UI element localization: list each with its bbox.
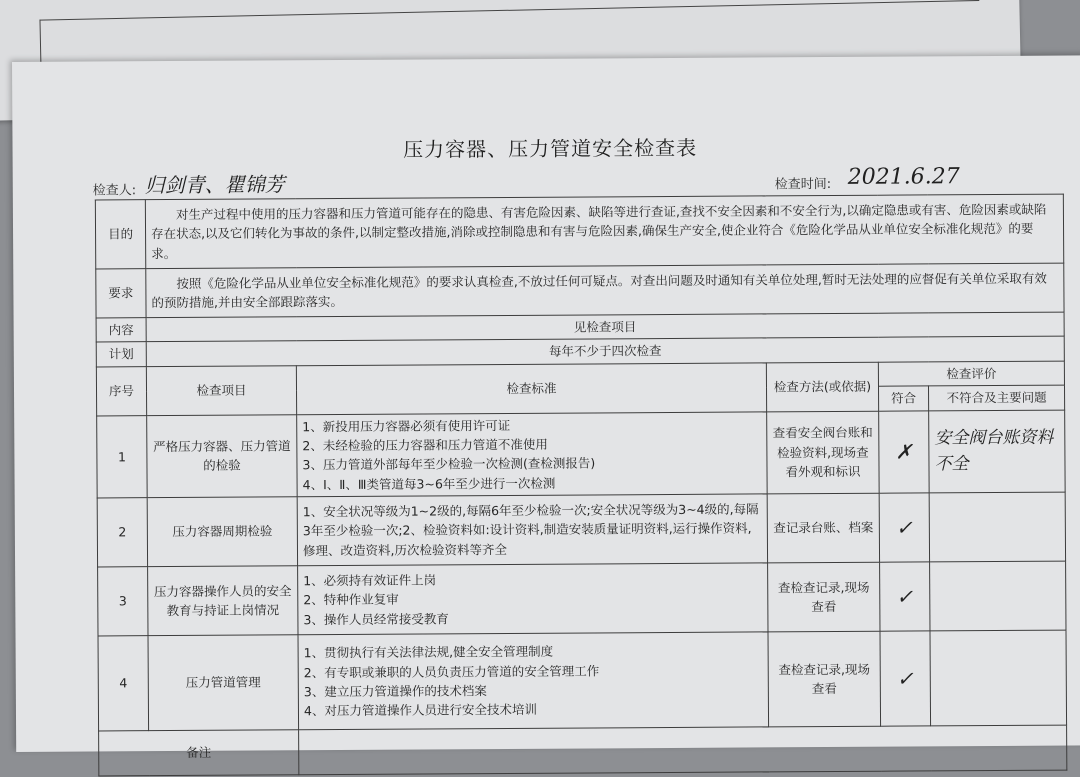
row-no: 2 <box>97 498 147 567</box>
row-method: 查记录台账、档案 <box>767 493 879 563</box>
requirement-label: 要求 <box>96 269 146 318</box>
purpose-label: 目的 <box>95 200 145 269</box>
row-standards <box>297 494 767 566</box>
form-title: 压力容器、压力管道安全检查表 <box>402 135 698 162</box>
remarks-value <box>299 725 1067 775</box>
inspector-handwritten-names: 归剑青、瞿锦芳 <box>144 172 285 198</box>
header-standard: 检查标准 <box>296 363 766 415</box>
row-item: 压力容器周期检验 <box>147 497 297 567</box>
row-issue-handwritten <box>930 630 1067 726</box>
row-method: 查看安全阀台账和检验资料,现场查看外观和标识 <box>767 411 880 494</box>
inspection-form-sheet <box>12 55 1080 761</box>
purpose-text: 对生产过程中使用的压力容器和压力管道可能存在的隐患、有害危险因素、缺陷等进行查证,查找不安全因素和不安全行为,以确定隐患或有害、危险因素或缺陷存在状态,以及它们转化为事故的条件,以制定整改措施,消除或控制隐患和有害与危险因素,确保生产安全,使企业符合《危险化学品从业单位安全标准化规范》的要求。 <box>145 194 1063 269</box>
row-conform-mark: ✓ <box>880 562 930 631</box>
plan-label: 计划 <box>96 342 146 367</box>
purpose-row <box>95 194 1063 269</box>
row-method: 查检查记录,现场查看 <box>768 631 881 727</box>
row-issue-handwritten <box>930 561 1066 631</box>
standard-line: 2、有专职或兼职的人员负责压力管道的安全管理工作 <box>303 663 600 680</box>
remarks-label: 备注 <box>99 730 299 776</box>
row-item: 严格压力容器、压力管道的检验 <box>147 414 298 497</box>
row-no: 1 <box>97 415 148 498</box>
plan-text: 每年不少于四次检查 <box>146 336 1064 366</box>
content-label: 内容 <box>96 318 146 343</box>
standard-line: 1、安全状况等级为1~2级的,每隔6年至少检验一次;安全状况等级为3~4级的,每隔3年至少检验一次;2、检验资料如:设计资料,制造安装质量证明资料,运行操作资料,修理、改造资料,历次检验资料等齐全 <box>302 501 759 558</box>
header-method: 检查方法(或依据) <box>766 362 878 411</box>
standard-line: 1、必须持有效证件上岗 <box>303 572 437 589</box>
row-item: 压力管道管理 <box>148 635 299 731</box>
standard-line: 1、贯彻执行有关法律法规,健全安全管理制度 <box>303 643 554 661</box>
requirement-text: 按照《危险化学品从业单位安全标准化规范》的要求认真检查,不放过任何可疑点。对查出问题及时通知有关单位处理,暂时无法处理的应督促有关单位采取有效的预防措施,并由安全部跟踪落实。 <box>146 263 1064 318</box>
row-conform-mark: ✗ <box>879 410 930 493</box>
row-conform-mark: ✓ <box>880 631 931 726</box>
row-standards <box>298 632 769 730</box>
row-no: 3 <box>98 567 148 636</box>
header-conform: 符合 <box>878 386 928 411</box>
table-row <box>97 492 1065 567</box>
remarks-row <box>99 725 1067 776</box>
standard-line: 2、特种作业复审 <box>303 591 399 608</box>
standard-line: 2、未经检验的压力容器和压力管道不准使用 <box>302 436 548 454</box>
row-issue-handwritten: 安全阀台账资料不全 <box>929 410 1066 493</box>
inspector-label: 检查人: <box>92 183 137 199</box>
date-handwritten-value: 2021.6.27 <box>847 164 960 190</box>
standard-line: 3、建立压力管道操作的技术档案 <box>303 683 487 700</box>
row-item: 压力容器操作人员的安全教育与持证上岗情况 <box>148 566 298 636</box>
row-conform-mark: ✓ <box>879 493 929 562</box>
standard-line: 3、压力管道外部每年至少检验一次检测(查检测报告) <box>302 455 596 473</box>
row-issue-handwritten <box>929 492 1065 562</box>
table-row <box>98 561 1066 636</box>
row-standards <box>298 563 768 635</box>
inspection-table <box>95 194 1068 777</box>
header-no: 序号 <box>96 366 146 415</box>
table-row <box>97 410 1065 498</box>
row-standards <box>297 411 767 496</box>
header-nonconform: 不符合及主要问题 <box>928 385 1064 410</box>
date-label: 检查时间: <box>774 176 832 193</box>
standard-line: 1、新投用压力容器必须有使用许可证 <box>302 417 511 434</box>
standard-line: 4、对压力管道操作人员进行安全技术培训 <box>303 702 537 719</box>
content-text: 见检查项目 <box>146 312 1064 342</box>
requirement-row <box>96 263 1064 318</box>
row-no: 4 <box>98 636 149 731</box>
standard-line: 3、操作人员经常接受教育 <box>303 611 449 627</box>
standard-line: 4、Ⅰ、Ⅱ、Ⅲ类管道每3~6年至少进行一次检测 <box>302 475 556 492</box>
table-row <box>98 630 1067 731</box>
header-item: 检查项目 <box>146 366 296 416</box>
header-evaluation: 检查评价 <box>878 361 1064 387</box>
row-method: 查检查记录,现场查看 <box>768 562 880 632</box>
